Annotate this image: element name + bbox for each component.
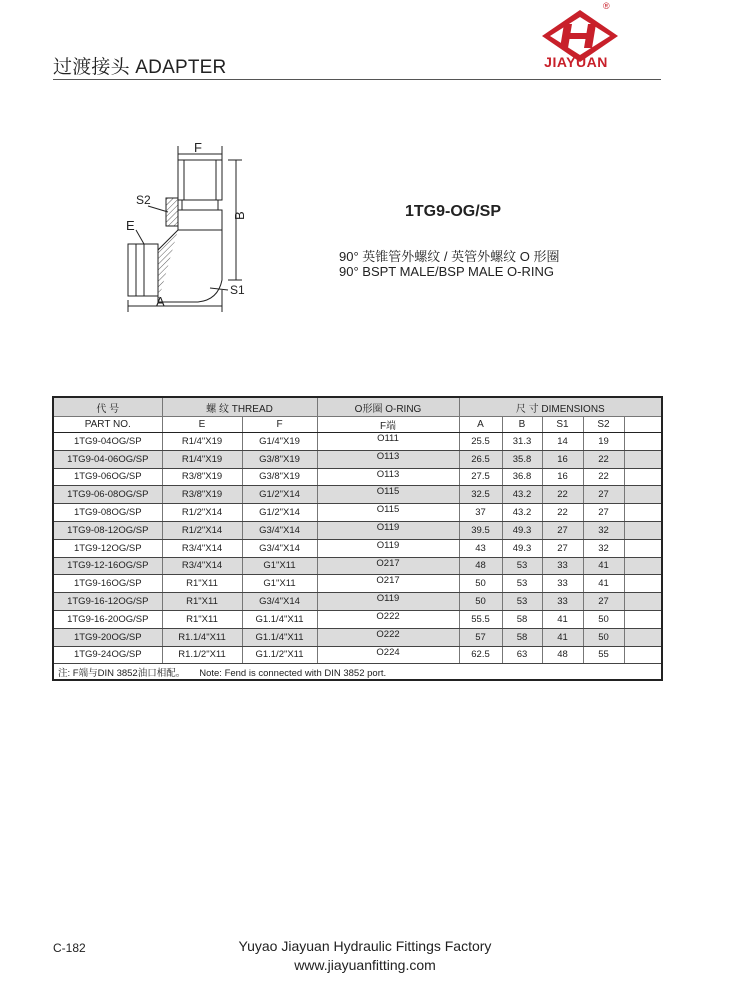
cell-a: 25.5 (459, 433, 502, 451)
registered-mark: ® (603, 1, 610, 11)
cell-e: R3/8"X19 (162, 486, 242, 504)
cell-b: 53 (502, 557, 542, 575)
header-b: B (502, 417, 542, 433)
note-en: Note: Fend is connected with DIN 3852 port. (199, 667, 387, 679)
drawing-label-e: E (126, 218, 135, 233)
cell-oring: O217 (317, 575, 459, 593)
table-note (53, 664, 662, 681)
cell-s1: 16 (542, 450, 583, 468)
table-row (53, 610, 662, 628)
cell-s1: 27 (542, 539, 583, 557)
header-s2: S2 (583, 417, 624, 433)
cell-a: 62.5 (459, 646, 502, 664)
cell-b: 53 (502, 593, 542, 611)
cell-oring: O217 (317, 557, 459, 575)
cell-part: 1TG9-06-08OG/SP (53, 486, 162, 504)
cell-blank (624, 593, 662, 611)
cell-s2: 32 (583, 539, 624, 557)
footer-url: www.jiayuanfitting.com (294, 957, 436, 973)
cell-s1: 33 (542, 575, 583, 593)
cell-blank (624, 468, 662, 486)
cell-e: R3/8"X19 (162, 468, 242, 486)
cell-a: 26.5 (459, 450, 502, 468)
cell-a: 27.5 (459, 468, 502, 486)
table-row (53, 557, 662, 575)
cell-s2: 22 (583, 450, 624, 468)
cell-f: G3/8"X19 (242, 450, 317, 468)
drawing-label-a: A (156, 294, 165, 309)
cell-f: G1.1/2"X11 (242, 646, 317, 664)
cell-s2: 55 (583, 646, 624, 664)
cell-b: 43.2 (502, 504, 542, 522)
cell-part: 1TG9-06OG/SP (53, 468, 162, 486)
cell-oring: O222 (317, 628, 459, 646)
cell-e: R1/2"X14 (162, 521, 242, 539)
product-description-en: 90° BSPT MALE/BSP MALE O-RING (339, 264, 554, 279)
cell-e: R1"X11 (162, 575, 242, 593)
product-description-cn: 90° 英锥管外螺纹 / 英管外螺纹 O 形圈 (339, 249, 560, 264)
page-title: 过渡接头 ADAPTER (53, 57, 227, 78)
cell-s1: 27 (542, 521, 583, 539)
cell-s1: 41 (542, 610, 583, 628)
table-row (53, 593, 662, 611)
table-row (53, 468, 662, 486)
cell-part: 1TG9-04-06OG/SP (53, 450, 162, 468)
cell-b: 35.8 (502, 450, 542, 468)
header-code: 代 号 (53, 397, 162, 417)
cell-blank (624, 539, 662, 557)
cell-s2: 27 (583, 504, 624, 522)
cell-s2: 32 (583, 521, 624, 539)
fitting-drawing (118, 140, 258, 315)
table-row (53, 575, 662, 593)
cell-s2: 41 (583, 575, 624, 593)
cell-a: 39.5 (459, 521, 502, 539)
cell-part: 1TG9-08-12OG/SP (53, 521, 162, 539)
cell-part: 1TG9-04OG/SP (53, 433, 162, 451)
spec-table (52, 396, 663, 681)
table-row (53, 646, 662, 664)
header-blank (624, 417, 662, 433)
footer-company: Yuyao Jiayuan Hydraulic Fittings Factory (238, 938, 492, 954)
table-row (53, 628, 662, 646)
cell-oring: O115 (317, 486, 459, 504)
cell-a: 48 (459, 557, 502, 575)
cell-part: 1TG9-12OG/SP (53, 539, 162, 557)
header-oring: O形圈 O-RING (317, 397, 459, 417)
cell-part: 1TG9-16OG/SP (53, 575, 162, 593)
cell-f: G1"X11 (242, 575, 317, 593)
cell-s1: 41 (542, 628, 583, 646)
cell-f: G1.1/4"X11 (242, 610, 317, 628)
table-row (53, 539, 662, 557)
cell-a: 50 (459, 593, 502, 611)
cell-s1: 33 (542, 557, 583, 575)
cell-f: G1/2"X14 (242, 486, 317, 504)
cell-oring: O222 (317, 610, 459, 628)
cell-s2: 50 (583, 628, 624, 646)
cell-blank (624, 450, 662, 468)
cell-e: R3/4"X14 (162, 557, 242, 575)
note-cn: 注: F端与DIN 3852油口相配。 (58, 667, 186, 679)
drawing-label-f: F (194, 140, 202, 155)
cell-f: G1/4"X19 (242, 433, 317, 451)
cell-e: R1/4"X19 (162, 433, 242, 451)
cell-oring: O113 (317, 468, 459, 486)
cell-b: 53 (502, 575, 542, 593)
header-part-no: PART NO. (53, 417, 162, 433)
header-f: F (242, 417, 317, 433)
table-sub-header-row (53, 417, 662, 433)
cell-f: G3/8"X19 (242, 468, 317, 486)
cell-oring: O119 (317, 521, 459, 539)
header-thread: 螺 纹 THREAD (162, 397, 317, 417)
cell-s1: 22 (542, 504, 583, 522)
spec-table-body (53, 433, 662, 664)
cell-part: 1TG9-16-20OG/SP (53, 610, 162, 628)
cell-part: 1TG9-24OG/SP (53, 646, 162, 664)
cell-b: 58 (502, 628, 542, 646)
cell-e: R1/2"X14 (162, 504, 242, 522)
cell-part: 1TG9-20OG/SP (53, 628, 162, 646)
drawing-label-s2: S2 (136, 193, 151, 207)
cell-oring: O119 (317, 593, 459, 611)
cell-e: R3/4"X14 (162, 539, 242, 557)
cell-e: R1.1/2"X11 (162, 646, 242, 664)
cell-blank (624, 521, 662, 539)
cell-a: 32.5 (459, 486, 502, 504)
cell-blank (624, 575, 662, 593)
cell-blank (624, 486, 662, 504)
cell-s2: 41 (583, 557, 624, 575)
cell-blank (624, 646, 662, 664)
cell-s1: 16 (542, 468, 583, 486)
cell-a: 50 (459, 575, 502, 593)
cell-s2: 19 (583, 433, 624, 451)
cell-oring: O224 (317, 646, 459, 664)
cell-oring: O111 (317, 433, 459, 451)
cell-f: G1.1/4"X11 (242, 628, 317, 646)
cell-b: 58 (502, 610, 542, 628)
cell-part: 1TG9-12-16OG/SP (53, 557, 162, 575)
drawing-label-b: B (232, 211, 247, 220)
header-e: E (162, 417, 242, 433)
cell-part: 1TG9-16-12OG/SP (53, 593, 162, 611)
cell-blank (624, 628, 662, 646)
cell-b: 63 (502, 646, 542, 664)
cell-s1: 22 (542, 486, 583, 504)
cell-oring: O113 (317, 450, 459, 468)
product-code: 1TG9-OG/SP (405, 203, 502, 220)
drawing-label-s1: S1 (230, 283, 245, 297)
table-row (53, 450, 662, 468)
table-row (53, 433, 662, 451)
drawing-top-hex (178, 160, 222, 200)
cell-f: G1"X11 (242, 557, 317, 575)
cell-a: 55.5 (459, 610, 502, 628)
cell-blank (624, 557, 662, 575)
cell-b: 31.3 (502, 433, 542, 451)
cell-f: G3/4"X14 (242, 539, 317, 557)
table-group-header-row (53, 397, 662, 417)
cell-b: 49.3 (502, 539, 542, 557)
cell-b: 49.3 (502, 521, 542, 539)
cell-e: R1.1/4"X11 (162, 628, 242, 646)
cell-s1: 14 (542, 433, 583, 451)
cell-oring: O115 (317, 504, 459, 522)
header-divider (53, 79, 661, 80)
table-row (53, 486, 662, 504)
cell-b: 36.8 (502, 468, 542, 486)
brand-name: JIAYUAN (544, 54, 608, 70)
cell-e: R1"X11 (162, 593, 242, 611)
cell-blank (624, 610, 662, 628)
cell-a: 43 (459, 539, 502, 557)
cell-part: 1TG9-08OG/SP (53, 504, 162, 522)
cell-f: G3/4"X14 (242, 593, 317, 611)
cell-f: G1/2"X14 (242, 504, 317, 522)
cell-s2: 27 (583, 593, 624, 611)
cell-a: 37 (459, 504, 502, 522)
cell-s2: 22 (583, 468, 624, 486)
header-a: A (459, 417, 502, 433)
cell-b: 43.2 (502, 486, 542, 504)
cell-s2: 50 (583, 610, 624, 628)
cell-blank (624, 504, 662, 522)
cell-a: 57 (459, 628, 502, 646)
table-row (53, 521, 662, 539)
cell-s1: 48 (542, 646, 583, 664)
header-f-end: F端 (317, 417, 459, 433)
drawing-male-end (128, 244, 158, 296)
table-note-row (53, 664, 662, 681)
cell-s1: 33 (542, 593, 583, 611)
table-row (53, 504, 662, 522)
cell-oring: O119 (317, 539, 459, 557)
cell-f: G3/4"X14 (242, 521, 317, 539)
header-s1: S1 (542, 417, 583, 433)
header-dimensions: 尺 寸 DIMENSIONS (459, 397, 662, 417)
cell-e: R1"X11 (162, 610, 242, 628)
page-number: C-182 (53, 941, 86, 955)
drawing-oring-groove (182, 200, 218, 210)
cell-blank (624, 433, 662, 451)
cell-s2: 27 (583, 486, 624, 504)
cell-e: R1/4"X19 (162, 450, 242, 468)
